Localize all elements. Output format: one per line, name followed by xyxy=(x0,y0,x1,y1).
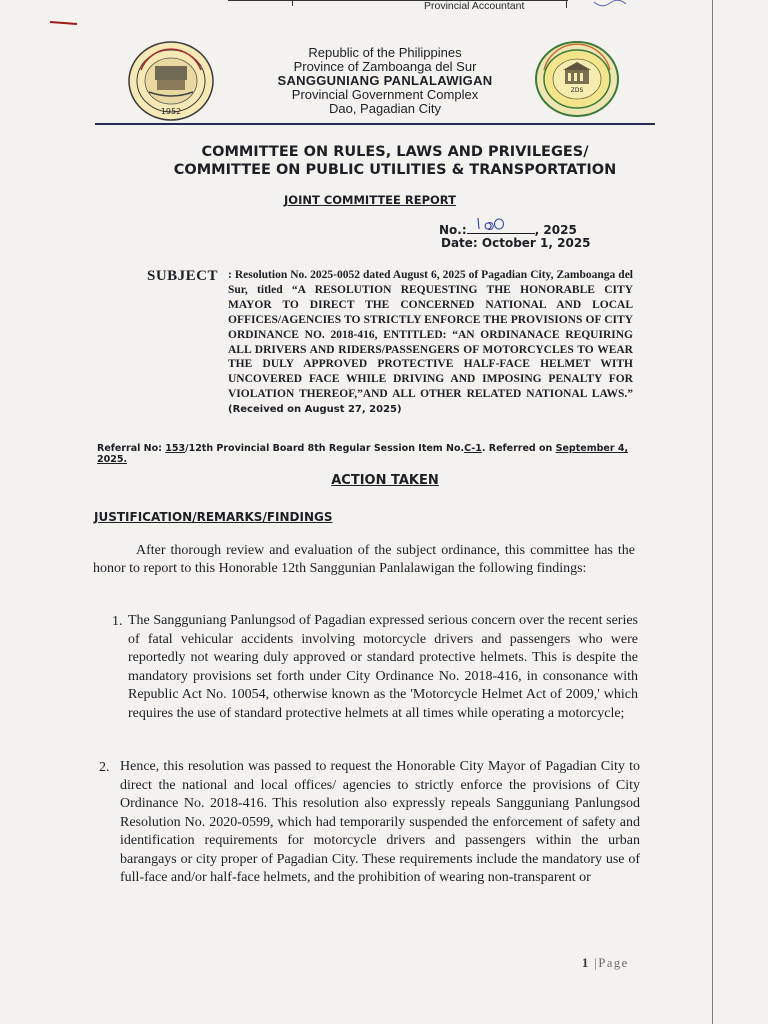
signature-fragment xyxy=(592,0,632,10)
action-taken-heading: ACTION TAKEN xyxy=(331,473,439,488)
referral-item: C-1 xyxy=(464,443,482,454)
intro-paragraph: After thorough review and evaluation of the subject ordinance, this committee has the honor to report to this Honorable 12th Sanggunian Panlalawigan the following findings: xyxy=(93,543,635,576)
referral-line xyxy=(97,443,637,465)
header-address: Dao, Pagadian City xyxy=(328,101,441,116)
header-office: SANGGUNIANG PANLALAWIGAN xyxy=(277,73,493,88)
referral-date: September 4, 2025. xyxy=(97,443,629,465)
svg-text:1952: 1952 xyxy=(160,107,182,116)
provincial-accountant-label: Provincial Accountant xyxy=(424,0,525,12)
top-tick-mark xyxy=(292,0,293,6)
finding-number: 2. xyxy=(99,760,110,775)
header-divider xyxy=(95,123,655,125)
red-pen-mark xyxy=(50,21,77,25)
referral-middle: /12th Provincial Board 8th Regular Session Item No. xyxy=(185,443,465,454)
referral-number: 153 xyxy=(165,443,186,454)
page-label: |Page xyxy=(594,956,629,970)
page-edge-shadow xyxy=(712,0,713,1024)
svg-text:ZDS: ZDS xyxy=(570,87,584,94)
header-country: Republic of the Philippines xyxy=(308,45,462,60)
subject-body: : Resolution No. 2025-0052 dated August 6, 2025 of Pagadian City, Zamboanga del Sur, titled “A RESOLUTION REQUESTING THE HONORABLE CITY MAYOR TO DIRECT THE CONCERNED NATIONAL AND LOCAL OFFICES/AGENCIES TO STRICTLY ENFORCE THE PROVISIONS OF CITY ORDINANCE NO. 2018-416, ENTITLED: “AN ORDINANACE REQUIRING ALL DRIVERS AND RIDERS/PASSENGERS OF MOTORCYCLES TO WEAR THE DULY APPROVED PROTECTIVE HALF-FACE HELMET WITH UNCOVERED FACE WHILE DRIVING AND IMPOSING PENALTY FOR VIOLATION THEREOF,”AND ALL OTHER RELATED NATIONAL LAWS.” xyxy=(228,269,633,401)
handwritten-number xyxy=(475,215,509,231)
finding-number: 1. xyxy=(112,614,123,629)
subject-received: (Received on August 27, 2025) xyxy=(228,404,402,416)
report-year: , 2025 xyxy=(534,223,577,237)
subject-text xyxy=(228,268,633,418)
top-tick-mark xyxy=(566,0,567,8)
report-number-blank xyxy=(467,219,535,234)
page-number-value: 1 xyxy=(582,956,590,970)
report-title: JOINT COMMITTEE REPORT xyxy=(284,193,456,207)
committee-line-1: COMMITTEE ON RULES, LAWS AND PRIVILEGES/ xyxy=(201,144,589,160)
page-number xyxy=(582,956,629,971)
justification-heading: JUSTIFICATION/REMARKS/FINDINGS xyxy=(94,510,333,524)
committee-line-2: COMMITTEE ON PUBLIC UTILITIES & TRANSPORTATION xyxy=(173,162,617,178)
report-date: Date: October 1, 2025 xyxy=(441,236,591,250)
header-complex: Provincial Government Complex xyxy=(291,87,479,102)
header-province: Province of Zamboanga del Sur xyxy=(293,59,477,74)
referral-referred: . Referred on xyxy=(481,443,556,454)
report-number xyxy=(439,219,577,237)
finding-2: Hence, this resolution was passed to request the Honorable City Mayor of Pagadian City to direct the national and local offices/ agencies to strictly enforce the provisions of City Ordinance No. 2018-416. This resolution also expressly repeals Sangguniang Panlungsod Resolution No. 2020-0599, which had temporarily suspended the enforcement of safety and identification requirements for motorcycle drivers and passengers within the urban barangays or city proper of Pagadian City. These requirements include the mandatory use of full-face and/or half-face helmets, and the prohibition of wearing non-transparent or xyxy=(120,759,640,885)
committee-title xyxy=(100,143,690,179)
report-number-label: No.: xyxy=(439,223,467,237)
finding-1: The Sangguniang Panlungsod of Pagadian expressed serious concern over the recent series of fatal vehicular accidents involving motorcycle drivers and passengers who were reportedly not wearing duly approved or standard protective helmets. This is despite the mandatory provisions set forth under City Ordinance No. 2018-416, in consonance with Republic Act No. 10054, otherwise known as the 'Motorcycle Helmet Act of 2009,' which requires the use of standard protective helmets at all times while operating a motorcycle; xyxy=(128,613,638,721)
subject-label: SUBJECT xyxy=(147,268,219,284)
letterhead xyxy=(240,46,530,116)
sangguniang-seal-logo xyxy=(534,40,620,118)
province-seal-logo xyxy=(127,40,215,122)
referral-prefix: Referral No: xyxy=(97,443,166,454)
